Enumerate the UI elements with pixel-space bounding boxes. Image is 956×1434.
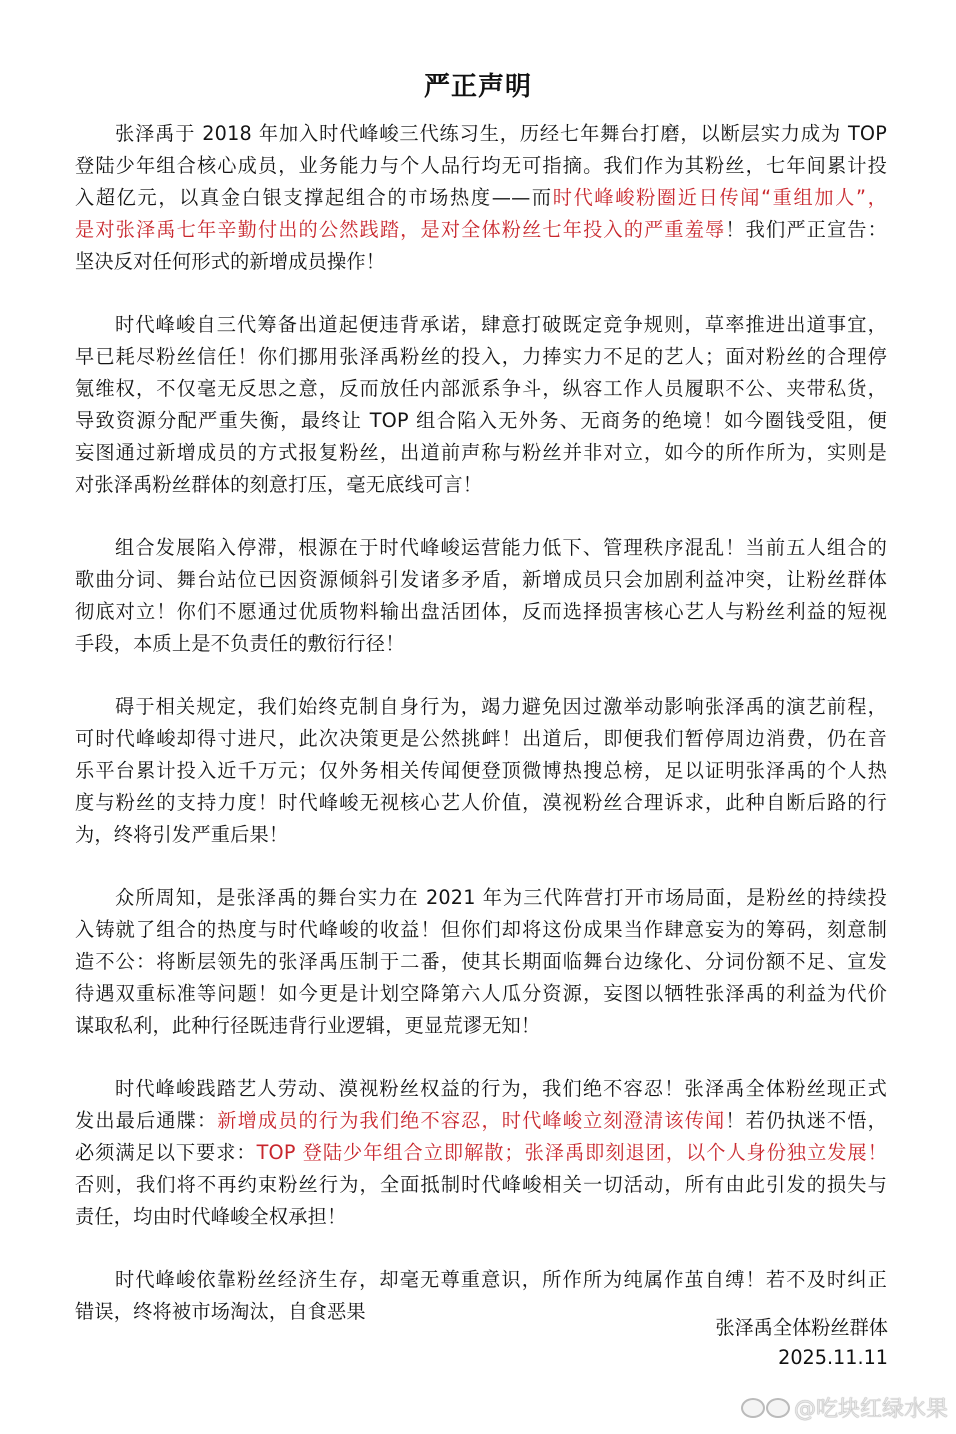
text-segment: 彻底对立！你们不愿通过优质物料输出盘活团体，反而选择损害核心艺人与粉丝利益的短视 [75, 600, 887, 623]
text-segment: 错误，终将被市场淘汰，自食恶果 [75, 1300, 366, 1323]
text-line [75, 564, 887, 596]
text-line [75, 596, 887, 628]
signature: 张泽禹全体粉丝群体 [715, 1316, 888, 1339]
highlighted-text: 新增成员的行为我们绝不容忍，时代峰峻立刻澄清该传闻 [217, 1109, 726, 1132]
text-line [75, 182, 887, 214]
text-line [75, 1010, 887, 1042]
text-segment: 坚决反对任何形式的新增成员操作！ [75, 250, 386, 273]
text-segment: 氪维权，不仅毫无反思之意，反而放任内部派系争斗，纵容工作人员履职不公、夹带私货， [75, 377, 887, 400]
text-segment: 谋取私利，此种行径既违背行业逻辑，更显荒谬无知！ [75, 1014, 541, 1037]
text-line [75, 1105, 887, 1137]
text-segment: 责任，均由时代峰峻全权承担！ [75, 1205, 347, 1228]
text-segment: ！我们严正宣告： [725, 218, 887, 241]
paragraph [75, 691, 887, 851]
text-line [75, 532, 887, 564]
highlighted-text: 时代峰峻粉圈近日传闻“重组加人”， [552, 186, 887, 209]
text-line [75, 1169, 887, 1201]
text-line [75, 150, 887, 182]
paragraph [75, 1073, 887, 1233]
text-segment: 必须满足以下要求： [75, 1141, 257, 1164]
highlighted-text: TOP 登陆少年组合立即解散；张泽禹即刻退团，以个人身份独立发展！ [256, 1141, 887, 1164]
text-line [75, 755, 887, 787]
paragraph [75, 532, 887, 660]
statement-date: 2025.11.11 [778, 1346, 888, 1369]
text-line [75, 628, 887, 660]
text-segment: 妄图通过新增成员的方式报复粉丝，出道前声称与粉丝并非对立，如今的所作所为，实则是 [75, 441, 887, 464]
text-line [75, 309, 887, 341]
text-line [75, 341, 887, 373]
paragraph [75, 118, 887, 278]
text-segment: 乐平台累计投入近千万元；仅外务相关传闻便登顶微博热搜总榜，足以证明张泽禹的个人热 [75, 759, 887, 782]
text-line [75, 118, 887, 150]
text-segment: 登陆少年组合核心成员，业务能力与个人品行均无可指摘。我们作为其粉丝，七年间累计投 [75, 154, 887, 177]
text-segment: 张泽禹于 2018 年加入时代峰峻三代练习生，历经七年舞台打磨，以断层实力成为 TOP [115, 122, 887, 145]
text-line [75, 1264, 887, 1296]
text-segment: 时代峰峻自三代筹备出道起便违背承诺，肆意打破既定竞争规则，草率推进出道事宜， [115, 313, 887, 336]
text-segment: 度与粉丝的支持力度！时代峰峻无视核心艺人价值，漠视粉丝合理诉求，此种自断后路的行 [75, 791, 887, 814]
text-segment: 手段，本质上是不负责任的敷衍行径！ [75, 632, 405, 655]
text-line [75, 246, 887, 278]
text-line [75, 723, 887, 755]
text-segment: 对张泽禹粉丝群体的刻意打压，毫无底线可言！ [75, 473, 483, 496]
statement-body [75, 118, 887, 1359]
text-line [75, 978, 887, 1010]
text-line [75, 1201, 887, 1233]
text-segment: 歌曲分词、舞台站位已因资源倾斜引发诸多矛盾，新增成员只会加剧利益冲突，让粉丝群体 [75, 568, 887, 591]
text-line [75, 214, 887, 246]
text-segment: 早已耗尽粉丝信任！你们挪用张泽禹粉丝的投入，力捧实力不足的艺人；面对粉丝的合理停 [75, 345, 887, 368]
text-segment: 时代峰峻践踏艺人劳动、漠视粉丝权益的行为，我们绝不容忍！张泽禹全体粉丝现正式 [115, 1077, 887, 1100]
text-segment: 碍于相关规定，我们始终克制自身行为，竭力避免因过激举动影响张泽禹的演艺前程， [115, 695, 887, 718]
text-line [75, 405, 887, 437]
text-segment: ！若仍执迷不悟， [725, 1109, 887, 1132]
weibo-watermark [741, 1392, 948, 1423]
watermark-text: @吃块红绿水果 [793, 1397, 948, 1422]
text-line [75, 1073, 887, 1105]
text-segment: 导致资源分配严重失衡，最终让 TOP 组合陷入无外务、无商务的绝境！如今圈钱受阻，便 [75, 409, 887, 432]
text-segment: 发出最后通牒： [75, 1109, 218, 1132]
text-line [75, 787, 887, 819]
text-segment: 组合发展陷入停滞，根源在于时代峰峻运营能力低下、管理秩序混乱！当前五人组合的 [115, 536, 887, 559]
paragraph [75, 882, 887, 1042]
text-segment: 入铸就了组合的热度与时代峰峻的收益！但你们却将这份成果当作肆意妄为的筹码，刻意制 [75, 918, 887, 941]
text-line [75, 914, 887, 946]
text-segment: 造不公：将断层领先的张泽禹压制于二番，使其长期面临舞台边缘化、分词份额不足、宣发 [75, 950, 887, 973]
text-line [75, 469, 887, 501]
text-line [75, 437, 887, 469]
text-line [75, 373, 887, 405]
text-line [75, 691, 887, 723]
page-title: 严正声明 [423, 72, 532, 102]
text-line [75, 819, 887, 851]
paragraph [75, 309, 887, 501]
text-segment: 时代峰峻依靠粉丝经济生存，却毫无尊重意识，所作所为纯属作茧自缚！若不及时纠正 [115, 1268, 887, 1291]
text-segment: 为，终将引发严重后果！ [75, 823, 289, 846]
text-segment: 待遇双重标准等问题！如今更是计划空降第六人瓜分资源，妄图以牺牲张泽禹的利益为代价 [75, 982, 887, 1005]
text-segment: 众所周知，是张泽禹的舞台实力在 2021 年为三代阵营打开市场局面，是粉丝的持续投 [115, 886, 887, 909]
text-line [75, 882, 887, 914]
text-segment: 入超亿元，以真金白银支撑起组合的市场热度——而 [75, 186, 553, 209]
text-segment: 可时代峰峻却得寸进尺，此次决策更是公然挑衅！出道后，即便我们暂停周边消费，仍在音 [75, 727, 887, 750]
weibo-icon [741, 1398, 790, 1418]
text-line [75, 946, 887, 978]
text-segment: 否则，我们将不再约束粉丝行为，全面抵制时代峰峻相关一切活动，所有由此引发的损失与 [75, 1173, 887, 1196]
highlighted-text: 是对张泽禹七年辛勤付出的公然践踏，是对全体粉丝七年投入的严重羞辱 [75, 218, 726, 241]
text-line [75, 1137, 887, 1169]
